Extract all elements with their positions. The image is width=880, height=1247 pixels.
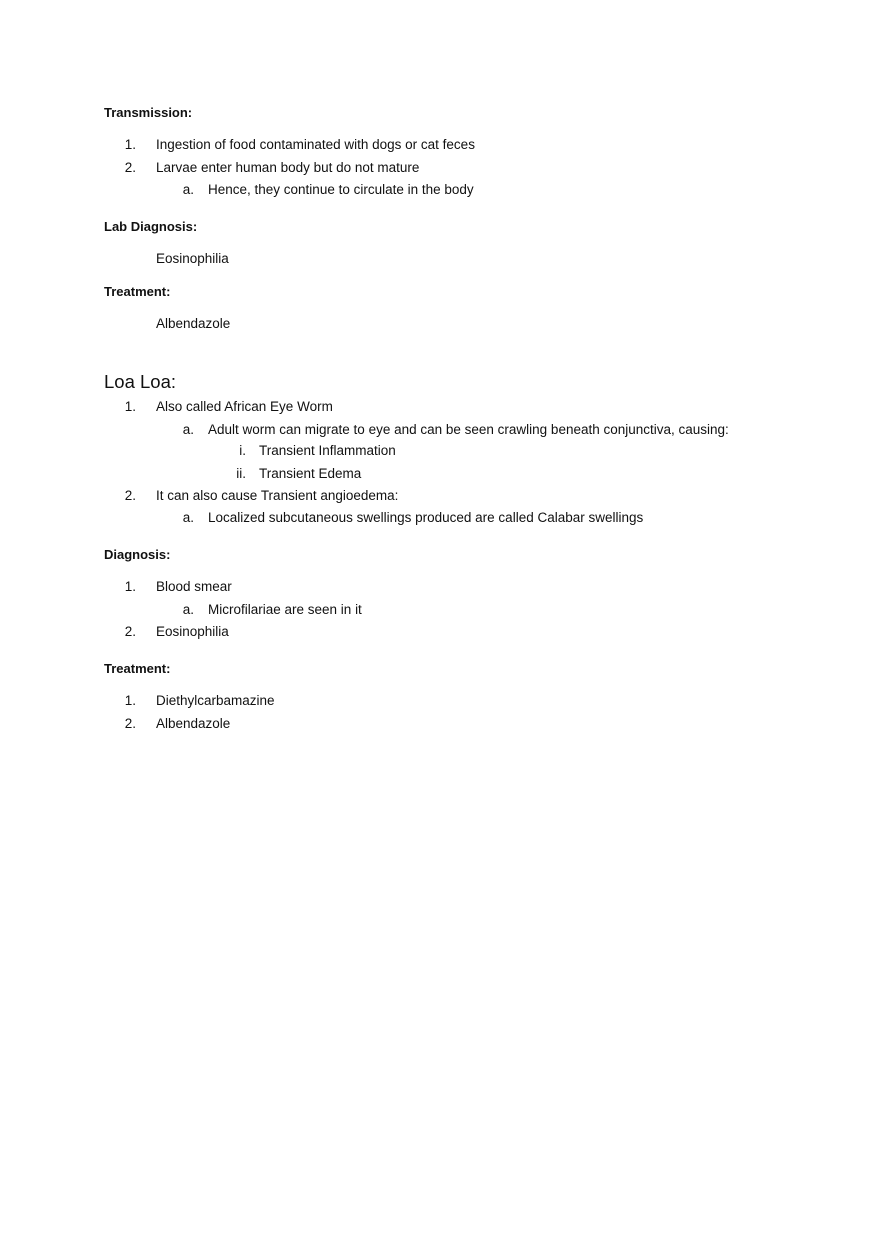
treatment-heading: Treatment: bbox=[104, 284, 171, 299]
list-marker: i. bbox=[239, 443, 246, 458]
list-item-text: Transient Edema bbox=[259, 466, 362, 481]
list-marker: 2. bbox=[124, 488, 136, 503]
list-item bbox=[124, 693, 275, 709]
list-item bbox=[182, 182, 474, 198]
list-marker: 1. bbox=[124, 399, 136, 414]
list-marker: 2. bbox=[124, 716, 136, 731]
list-item-text: Eosinophilia bbox=[156, 624, 229, 639]
list-marker: 2. bbox=[124, 624, 136, 639]
treatment-heading: Treatment: bbox=[104, 661, 171, 676]
list-item bbox=[124, 137, 475, 153]
list-item-text: Microfilariae are seen in it bbox=[208, 602, 362, 617]
list-item-text: It can also cause Transient angioedema: bbox=[156, 488, 399, 503]
loa-loa-title: Loa Loa: bbox=[104, 371, 177, 392]
list-item bbox=[124, 579, 232, 595]
list-item-text: Larvae enter human body but do not mature bbox=[156, 160, 420, 175]
list-item bbox=[124, 624, 229, 640]
list-item-text: Ingestion of food contaminated with dogs or cat feces bbox=[156, 137, 475, 152]
diagnosis-heading: Diagnosis: bbox=[104, 547, 171, 562]
list-item bbox=[182, 510, 644, 526]
list-item bbox=[124, 488, 399, 504]
list-item bbox=[124, 399, 333, 415]
transmission-heading: Transmission: bbox=[104, 105, 193, 120]
list-marker: 2. bbox=[124, 160, 136, 175]
list-marker: a. bbox=[182, 602, 194, 617]
list-marker: 1. bbox=[124, 137, 136, 152]
list-item-text: Also called African Eye Worm bbox=[156, 399, 333, 414]
list-item-text: Hence, they continue to circulate in the body bbox=[208, 182, 474, 197]
list-item bbox=[124, 716, 231, 732]
list-marker: ii. bbox=[236, 466, 246, 481]
list-marker: a. bbox=[182, 182, 194, 197]
lab-diagnosis-text: Eosinophilia bbox=[156, 251, 229, 266]
list-marker: 1. bbox=[124, 579, 136, 594]
list-item bbox=[182, 422, 729, 438]
list-item bbox=[239, 443, 396, 459]
list-marker: a. bbox=[182, 422, 194, 437]
treatment-text: Albendazole bbox=[156, 316, 231, 331]
list-item-text: Adult worm can migrate to eye and can be seen crawling beneath conjunctiva, causing: bbox=[208, 422, 729, 437]
list-item bbox=[182, 602, 362, 618]
list-marker: 1. bbox=[124, 693, 136, 708]
list-item-text: Localized subcutaneous swellings produced are called Calabar swellings bbox=[208, 510, 644, 525]
list-item-text: Transient Inflammation bbox=[259, 443, 396, 458]
list-item-text: Diethylcarbamazine bbox=[156, 693, 275, 708]
list-item-text: Albendazole bbox=[156, 716, 231, 731]
list-item-text: Blood smear bbox=[156, 579, 232, 594]
list-item bbox=[236, 466, 362, 482]
list-item bbox=[124, 160, 420, 176]
lab-diagnosis-heading: Lab Diagnosis: bbox=[104, 219, 198, 234]
list-marker: a. bbox=[182, 510, 194, 525]
